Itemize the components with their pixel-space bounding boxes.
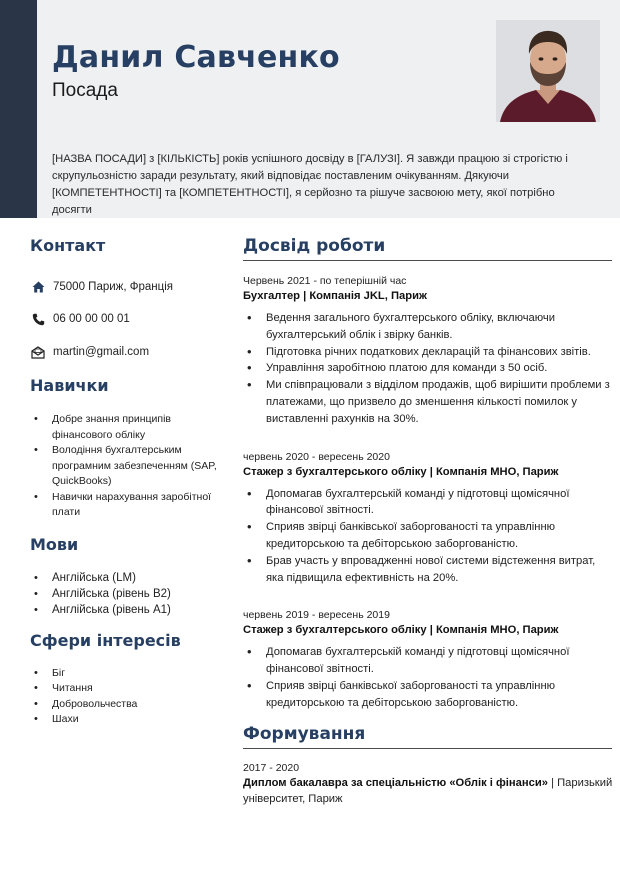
job-entry — [243, 608, 613, 711]
job-title: Стажер з бухгалтерського обліку | Компанія MHO, Париж — [243, 465, 559, 478]
home-icon — [30, 279, 46, 295]
interests-heading: Сфери інтересів — [30, 630, 181, 650]
interest-item: • Шахи — [30, 712, 225, 728]
phone-text: 06 00 00 00 01 — [53, 313, 130, 325]
contact-address — [30, 277, 225, 297]
education-date: 2017 - 2020 — [243, 761, 300, 774]
job-bullet: • Ми співпрацювали з відділом продажів, щоб вирішити проблеми з платежами, що призвело до зменшення кількості помилок у виставленні рахунків на 30%. — [243, 377, 613, 427]
contact-email — [30, 342, 225, 362]
job-entry — [243, 450, 613, 587]
job-bullet: • Ведення загального бухгалтерського обліку, включаючи бухгалтерський облік і звірку банків. — [243, 310, 613, 344]
skill-item: • Володіння бухгалтерським програмним забезпеченням (SAP, QuickBooks) — [30, 443, 225, 490]
profile-summary: [НАЗВА ПОСАДИ] з [КІЛЬКІСТЬ] років успішного досвіду в [ГАЛУЗІ]. Я завжди працюю зі строгістю і скрупульозністю заради результату, який відповідає поставленим очікуванням. Дякуючи [КОМПЕТЕНТНОСТІ] та [КОМПЕТЕНТНОСТІ], я серйозно та рішуче засвоюю мету, якої потрібно досягти — [52, 153, 568, 216]
skill-item: • Навички нарахування заробітної плати — [30, 490, 225, 521]
job-date: червень 2020 - вересень 2020 — [243, 450, 390, 463]
skill-item: • Добре знання принципів фінансового обліку — [30, 412, 225, 443]
job-entry — [243, 274, 613, 428]
contact-heading: Контакт — [30, 236, 106, 255]
languages-list — [30, 570, 225, 618]
job-bullet: • Сприяв звірці банківської заборгованості та управлінню кредиторською та дебіторською заборгованістю. — [243, 678, 613, 712]
education-degree: Диплом бакалавра за спеціальністю «Облік і фінанси» — [243, 776, 548, 789]
job-bullet: • Підготовка річних податкових декларацій та фінансових звітів. — [243, 344, 613, 361]
email-text: martin@gmail.com — [53, 346, 150, 358]
language-item: • Англійська (рівень A1) — [30, 602, 225, 618]
interest-item: • Добровольчества — [30, 697, 225, 713]
job-bullets — [243, 644, 613, 711]
skills-heading: Навички — [30, 376, 109, 395]
job-title: Бухгалтер | Компанія JKL, Париж — [243, 290, 427, 302]
contact-phone — [30, 309, 225, 329]
job-bullet: • Управління заробітною платою для команди з 50 осіб. — [243, 360, 613, 377]
interest-item: • Читання — [30, 681, 225, 697]
address-text: 75000 Париж, Франція — [53, 281, 173, 293]
job-bullet: • Сприяв звірці банківської заборгованості та управлінню кредиторською та дебіторською заборгованістю. — [243, 519, 613, 553]
profile-photo — [496, 20, 600, 122]
job-bullet: • Брав участь у впровадженні нової системи відстеження витрат, яка підвищила ефективність на 20%. — [243, 553, 613, 587]
interests-list — [30, 666, 225, 728]
job-title: Стажер з бухгалтерського обліку | Компанія MHO, Париж — [243, 624, 559, 637]
interest-item: • Біг — [30, 666, 225, 682]
right-column — [243, 236, 613, 808]
profile-photo-illustration — [496, 20, 600, 122]
education-heading: Формування — [243, 724, 612, 749]
education-institution: | Паризький університет, Париж — [243, 776, 613, 806]
skills-list — [30, 412, 225, 521]
language-item: • Англійська (LM) — [30, 570, 225, 586]
education-entry — [243, 761, 613, 808]
education-line — [243, 775, 613, 808]
job-bullet: • Допомагав бухгалтерській команді у підготовці щомісячної фінансової звітності. — [243, 486, 613, 520]
experience-heading: Досвід роботи — [243, 236, 612, 261]
phone-icon — [30, 311, 46, 327]
job-date: Червень 2021 - по теперішній час — [243, 275, 407, 287]
language-item: • Англійська (рівень B2) — [30, 586, 225, 602]
job-bullet: • Допомагав бухгалтерській команді у підготовці щомісячної фінансової звітності. — [243, 644, 613, 678]
email-icon — [30, 344, 46, 360]
job-bullets — [243, 486, 613, 587]
job-date: червень 2019 - вересень 2019 — [243, 609, 390, 622]
candidate-name: Данил Савченко — [52, 40, 340, 75]
job-bullets — [243, 310, 613, 428]
languages-heading: Мови — [30, 534, 79, 554]
header-accent-bar — [0, 0, 37, 218]
left-column — [30, 236, 225, 728]
job-position: Посада — [52, 80, 118, 101]
